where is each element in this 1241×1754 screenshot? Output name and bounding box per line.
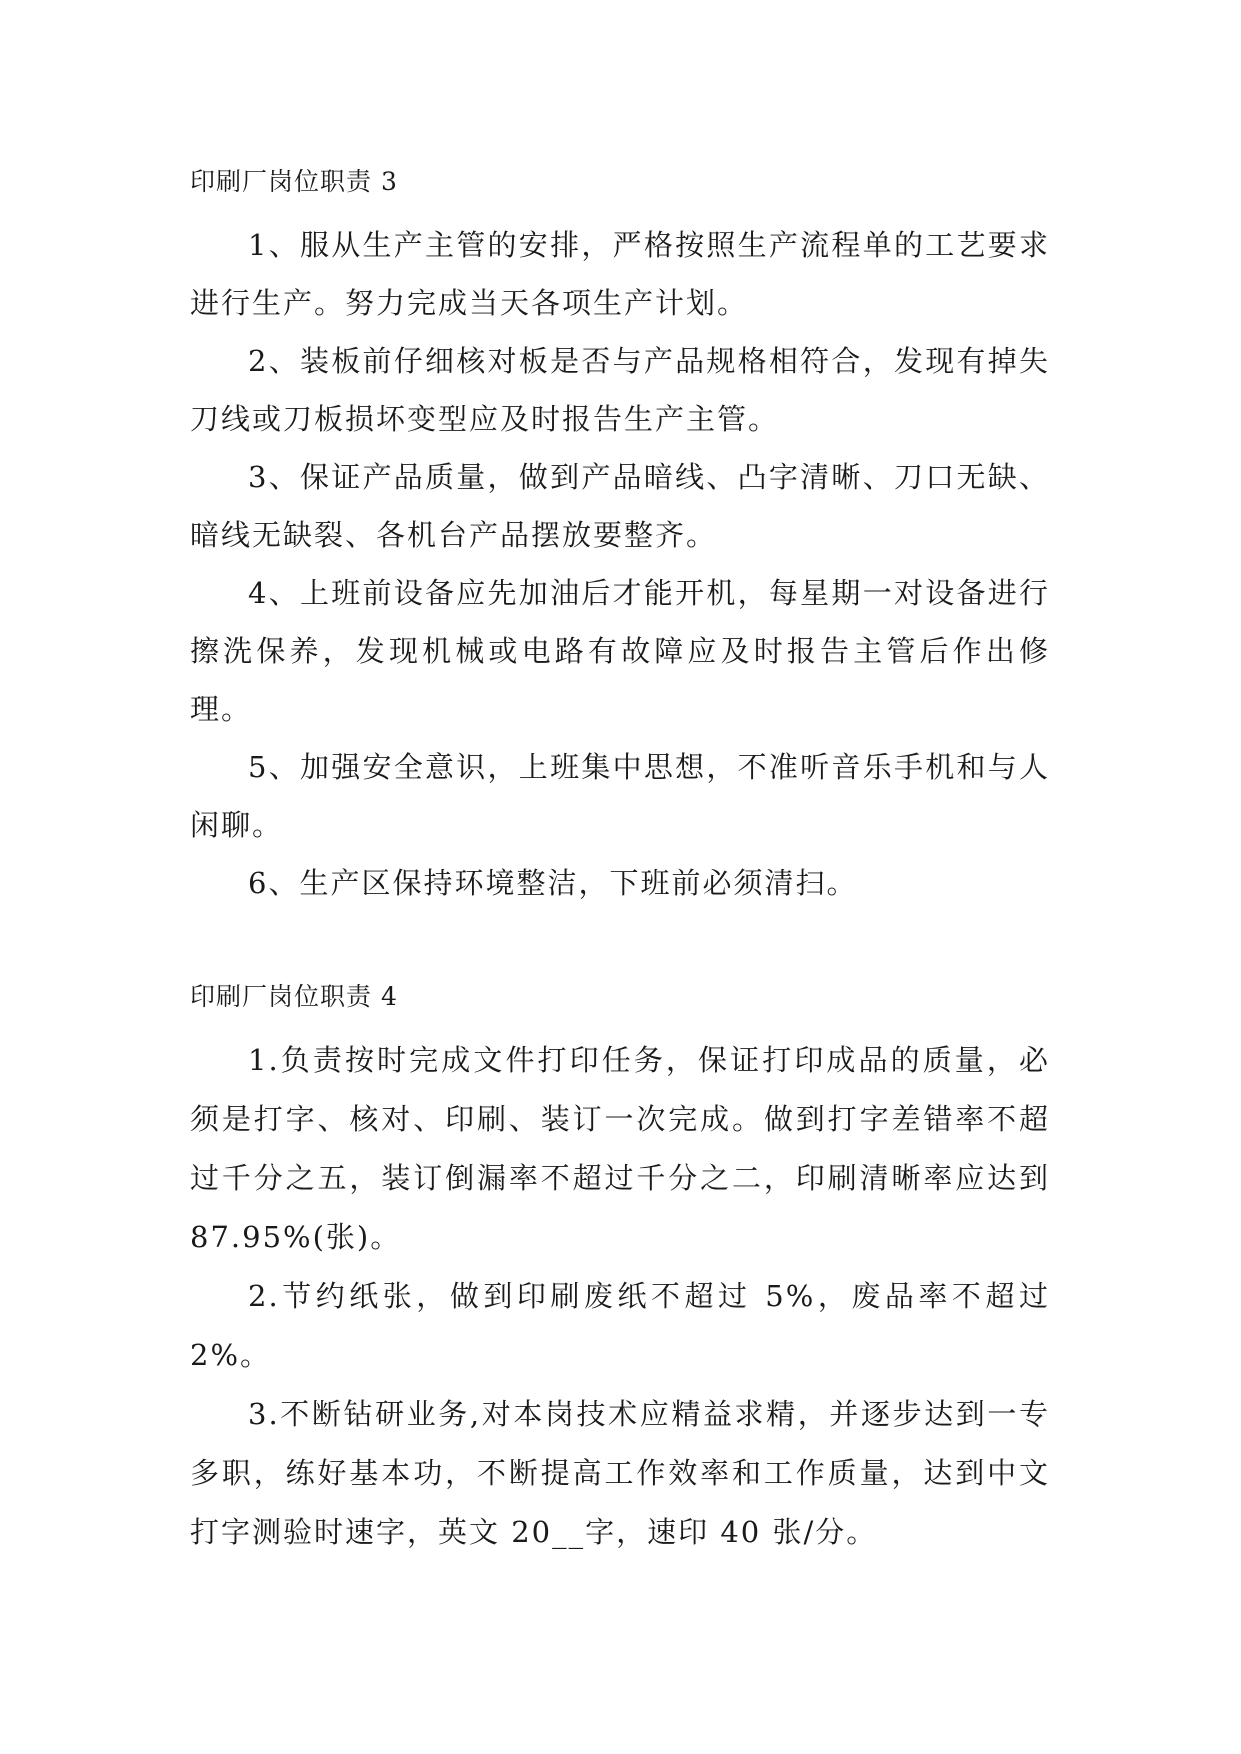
- duty-item-4: 4、上班前设备应先加油后才能开机，每星期一对设备进行擦洗保养，发现机械或电路有故障应及时报告主管后作出修理。: [190, 576, 1050, 726]
- section-duties-3: [190, 162, 1050, 912]
- section-duties-4: [190, 977, 1050, 1562]
- duty-item-2: 2、装板前仔细核对板是否与产品规格相符合，发现有掉失刀线或刀板损坏变型应及时报告生产主管。: [190, 344, 1050, 436]
- duty-item-2: 2.节约纸张，做到印刷废纸不超过 5%，废品率不超过 2%。: [190, 1279, 1050, 1372]
- duty-item-5: 5、加强安全意识，上班集中思想，不准听音乐手机和与人闲聊。: [190, 750, 1050, 842]
- duty-item-3: 3.不断钻研业务,对本岗技术应精益求精，并逐步达到一专多职，练好基本功，不断提高工作效率和工作质量，达到中文打字测验时速字，英文 20__字，速印 40 张/分。: [190, 1397, 1050, 1549]
- duty-item-6: 6、生产区保持环境整洁，下班前必须清扫。: [248, 866, 858, 900]
- section-heading: 印刷厂岗位职责 3: [190, 167, 398, 196]
- section-heading: 印刷厂岗位职责 4: [190, 982, 398, 1011]
- duty-item-1: 1、服从生产主管的安排，严格按照生产流程单的工艺要求进行生产。努力完成当天各项生产计划。: [190, 228, 1050, 320]
- duty-item-3: 3、保证产品质量，做到产品暗线、凸字清晰、刀口无缺、暗线无缺裂、各机台产品摆放要整齐。: [190, 460, 1050, 552]
- duty-item-1: 1.负责按时完成文件打印任务，保证打印成品的质量，必须是打字、核对、印刷、装订一次完成。做到打字差错率不超过千分之五，装订倒漏率不超过千分之二，印刷清晰率应达到 87.95%(张)。: [190, 1043, 1050, 1254]
